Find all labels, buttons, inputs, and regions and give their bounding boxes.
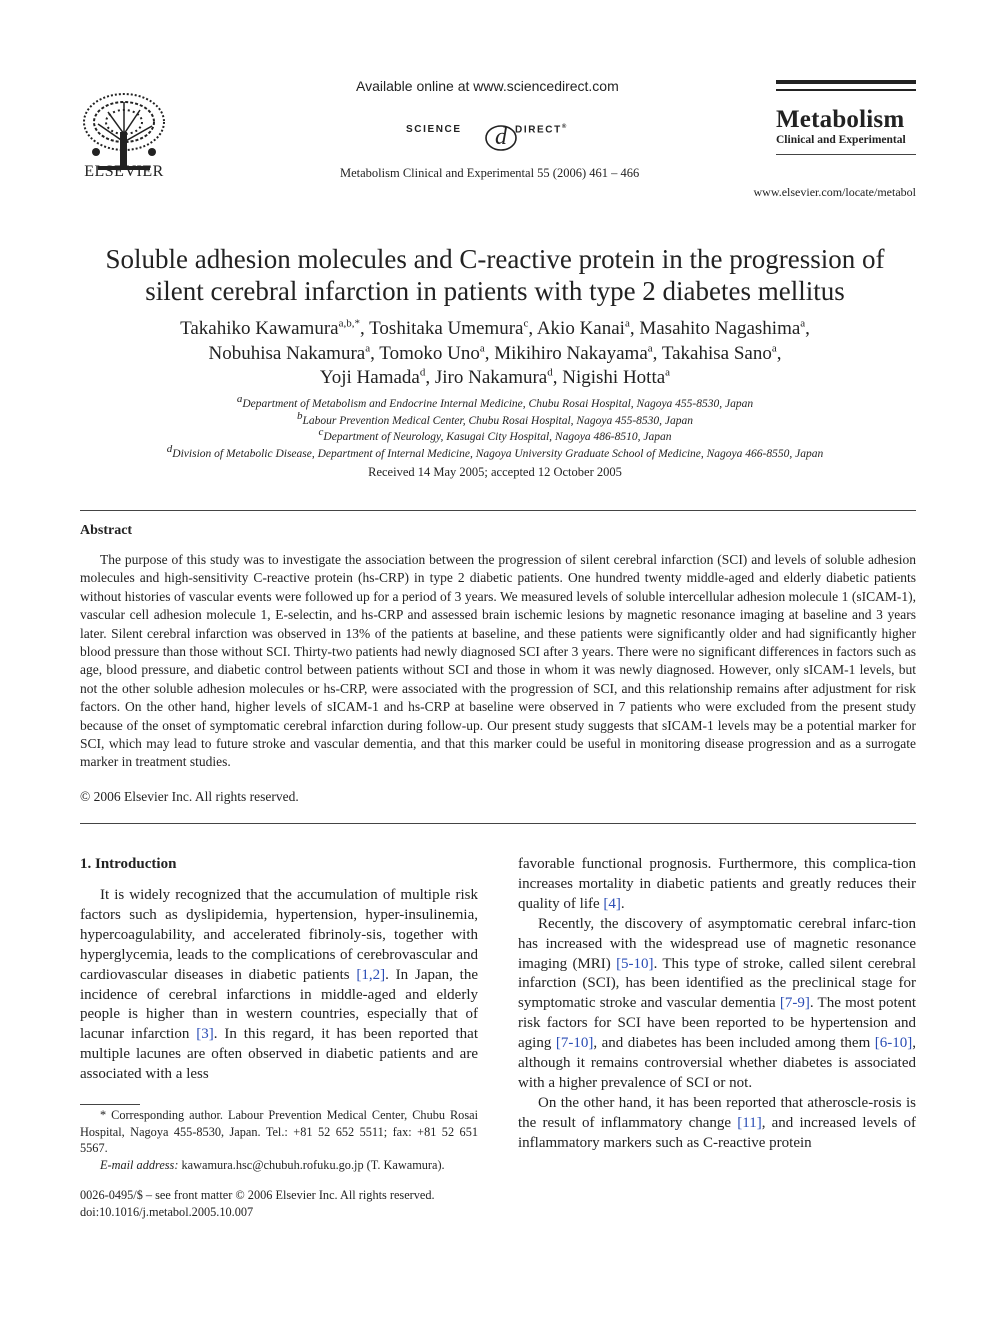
email-label: E-mail address: <box>100 1157 179 1172</box>
intro-paragraph-1 <box>80 886 478 1085</box>
paragraph-text: Recently, the discovery of asymptomatic cerebral infarc-tion has increased with the widespread use of magnetic resonance imaging (MRI) <box>518 915 916 972</box>
author-line <box>70 342 920 367</box>
issn-line: 0026-0495/$ – see front matter © 2006 Elsevier Inc. All rights reserved. <box>80 1188 435 1202</box>
author-separator: , <box>425 367 435 388</box>
paragraph-text: . This type of stroke, called silent cerebral infarction (SCI), has been identified as the preclinical stage for symptomatic stroke and vascular dementia <box>518 955 916 1012</box>
sciencedirect-left-text: SCIENCE <box>406 124 462 135</box>
abstract-text: The purpose of this study was to investigate the association between the progression of silent cerebral infarction (SCI) and levels of soluble adhesion molecules and high-sensitivity C-reactive protein (hs-CRP) in type 2 diabetic patients. One hundred twenty middle-aged and elderly diabetic patients without histories of vascular events were followed up for a period of 3 years. We measured levels of soluble intercellular adhesion molecule 1 (sICAM-1), vascular cell adhesion molecule 1, E-selectin, and hs-CRP and assessed brain ischemic lesions by magnetic resonance imaging at baseline and 3 years later. Silent cerebral infarction was observed in 13% of the patients at baseline, and these patients were significantly older and had significantly higher blood pressure than those without SCI. Thirty-two patients had newly diagnosed SCI after 3 years. There were no significant differences in factors such as age, blood pressure, and diabetic control between patients without SCI and those in whom it was newly diagnosed. However, only sICAM-1 levels, but not the other soluble adhesion molecules or hs-CRP, were associated with the progression of SCI, and this relationship remains after adjustment for risk factors. On the other hand, higher levels of sICAM-1 and hs-CRP at baseline were observed in 7 patients who were excluded from the present study because of the onset of symptomatic cerebral infarction during follow-up. Our present study suggests that sICAM-1 levels may be a potential marker for SCI, which may lead to future stroke and vascular dementia, and that this marker could be useful in monitoring disease progression and as a surrogate marker in treatment studies. <box>80 552 916 770</box>
section-heading: 1. Introduction <box>80 856 177 872</box>
footnotes <box>80 1107 478 1173</box>
affiliation-a: $^a$Department of Metabolism and Endocrine Internal Medicine, Chubu Rosai Hospital, Nagoya 455-8530, Japan <box>236 393 754 410</box>
publisher-wordmark: ELSEVIER <box>84 163 164 180</box>
author-separator: , <box>370 342 380 364</box>
left-column <box>80 886 478 1085</box>
sciencedirect-d-icon <box>484 114 518 154</box>
author-affiliation-marker: a <box>771 342 777 355</box>
author-affiliation-marker: a <box>665 366 671 379</box>
author-name: Masahito Nagashima <box>639 318 801 339</box>
journal-rule-top <box>776 80 916 84</box>
paragraph-text: . <box>620 895 625 912</box>
reference-link[interactable]: [3] <box>196 1026 214 1043</box>
author-affiliation-marker: a <box>479 342 485 355</box>
journal-url-link[interactable]: www.elsevier.com/locate/metabol <box>753 185 916 199</box>
journal-rule-bottom <box>776 154 916 155</box>
right-column <box>518 855 916 1154</box>
author-affiliation-marker: a <box>624 317 630 330</box>
affiliation-d: $^d$Division of Metabolic Disease, Department of Internal Medicine, Nagoya University Graduate School of Medicine, Nagoya 466-8550, Japan <box>166 442 824 460</box>
author-separator: , <box>484 342 495 364</box>
author-name: Tomoko Uno <box>379 342 480 364</box>
author-affiliation-marker: a <box>365 342 371 355</box>
paragraph-text: . In this regard, it has been reported that multiple lacunes are often observed in diabetic patients and are associated with a less <box>80 1026 478 1083</box>
author-separator: , <box>629 318 640 339</box>
received-dates: Received 14 May 2005; accepted 12 October 2005 <box>368 465 622 479</box>
author-name: Mikihiro Nakayama <box>494 342 648 364</box>
author-separator: , <box>359 318 370 339</box>
author-name: Yoji Hamada <box>319 367 420 388</box>
available-online-text[interactable]: Available online at www.sciencedirect.com <box>356 78 619 94</box>
email-address[interactable]: kawamura.hsc@chubuh.rofuku.go.jp (T. Kawamura). <box>178 1157 445 1172</box>
divider-top <box>80 510 916 511</box>
paragraph-text: , and increased levels of inflammatory markers such as C-reactive protein <box>518 1114 916 1151</box>
author-name: Nigishi Hotta <box>562 367 666 388</box>
article-title <box>70 243 920 307</box>
paragraph-text: On the other hand, it has been reported that atheroscle-rosis is the result of inflammatory change <box>518 1094 916 1131</box>
author-name: Akio Kanai <box>536 318 625 339</box>
author-line <box>70 317 920 342</box>
paragraph-text: . The most potent risk factors for SCI have been reported to be hypertension and aging <box>518 995 916 1052</box>
author-name: Nobuhisa Nakamura <box>208 342 366 364</box>
author-separator: , <box>776 342 782 364</box>
author-affiliation-marker: d <box>419 366 426 379</box>
author-name: Toshitaka Umemura <box>369 318 524 339</box>
reference-link[interactable]: [4] <box>603 895 621 912</box>
author-affiliation-marker: c <box>523 317 529 330</box>
reference-link[interactable]: [1,2] <box>356 966 386 983</box>
author-line <box>70 366 920 391</box>
title-line-1: Soluble adhesion molecules and C-reactive protein in the progression of <box>105 244 885 274</box>
intro-paragraph-2 <box>518 915 916 1094</box>
doi-line[interactable]: doi:10.1016/j.metabol.2005.10.007 <box>80 1204 254 1219</box>
issn-doi-block <box>80 1187 478 1220</box>
affiliation-c: $^c$Department of Neurology, Kasugai City Hospital, Nagoya 486-8510, Japan <box>318 426 672 443</box>
author-name: Takahisa Sano <box>661 342 772 364</box>
author-separator: , <box>652 342 662 364</box>
svg-text:d: d <box>495 124 507 150</box>
journal-citation: Metabolism Clinical and Experimental 55 (2006) 461 – 466 <box>340 166 640 180</box>
author-list <box>70 317 920 391</box>
reference-link[interactable]: [5-10] <box>616 955 654 972</box>
corresponding-author-note: * Corresponding author. Labour Prevention Medical Center, Chubu Rosai Hospital, Nagoya 455-8530, Japan. Tel.: +81 52 652 5511; fax: +81 52 651 5567. <box>80 1108 478 1156</box>
paragraph-text: . In Japan, the incidence of cerebral infarctions in middle-aged and elderly people is higher than in western countries, especially that of lacunar infarction <box>80 966 478 1043</box>
journal-name: Metabolism <box>776 106 905 133</box>
author-affiliation-marker: a <box>647 342 653 355</box>
journal-subtitle: Clinical and Experimental <box>776 134 906 146</box>
paragraph-text: , and diabetes has been included among them <box>593 1035 875 1052</box>
paragraph-text: , although it remains controversial whether diabetes is associated with a higher prevalence of SCI or not. <box>518 1035 916 1091</box>
reference-link[interactable]: [7-9] <box>779 995 810 1012</box>
reference-link[interactable]: [7-10] <box>555 1035 594 1052</box>
author-separator: , <box>528 318 537 339</box>
author-affiliation-marker: d <box>547 366 553 379</box>
author-affiliation-marker: a <box>800 317 806 330</box>
email-note <box>80 1157 478 1174</box>
reference-link[interactable]: [11] <box>737 1114 762 1131</box>
author-name: Jiro Nakamura <box>434 367 548 388</box>
author-separator: , <box>552 367 563 388</box>
journal-rule-second <box>776 89 916 91</box>
author-name: Takahiko Kawamura <box>180 318 339 339</box>
intro-paragraph-continued <box>518 855 916 915</box>
abstract-heading: Abstract <box>80 523 133 538</box>
divider-bottom <box>80 823 916 824</box>
copyright-line: © 2006 Elsevier Inc. All rights reserved. <box>80 789 299 804</box>
paragraph-text: It is widely recognized that the accumulation of multiple risk factors such as dyslipidemia, hypertension, hyper-insulinemia, hypercoagulability, and accelerated fibrinoly-sis, together with hyperglycemia, leads to the complications of cerebrovascular and cardiovascular diseases in diabetic patients <box>80 887 478 983</box>
footnote-rule <box>80 1104 140 1105</box>
title-line-2: silent cerebral infarction in patients with type 2 diabetes mellitus <box>145 276 845 306</box>
sciencedirect-right-text: DIRECT® <box>515 124 568 136</box>
author-affiliation-marker: a,b,* <box>338 317 360 330</box>
author-separator: , <box>805 318 810 339</box>
sciencedirect-logo[interactable] <box>406 114 606 154</box>
affiliation-b: $^b$Labour Prevention Medical Center, Chubu Rosai Hospital, Nagoya 455-8530, Japan <box>296 409 694 427</box>
intro-paragraph-3 <box>518 1094 916 1154</box>
paragraph-text: favorable functional prognosis. Furthermore, this complica-tion increases mortality in diabetic patients and greatly reduces their quality of life <box>518 856 916 912</box>
reference-link[interactable]: [6-10] <box>874 1035 913 1052</box>
